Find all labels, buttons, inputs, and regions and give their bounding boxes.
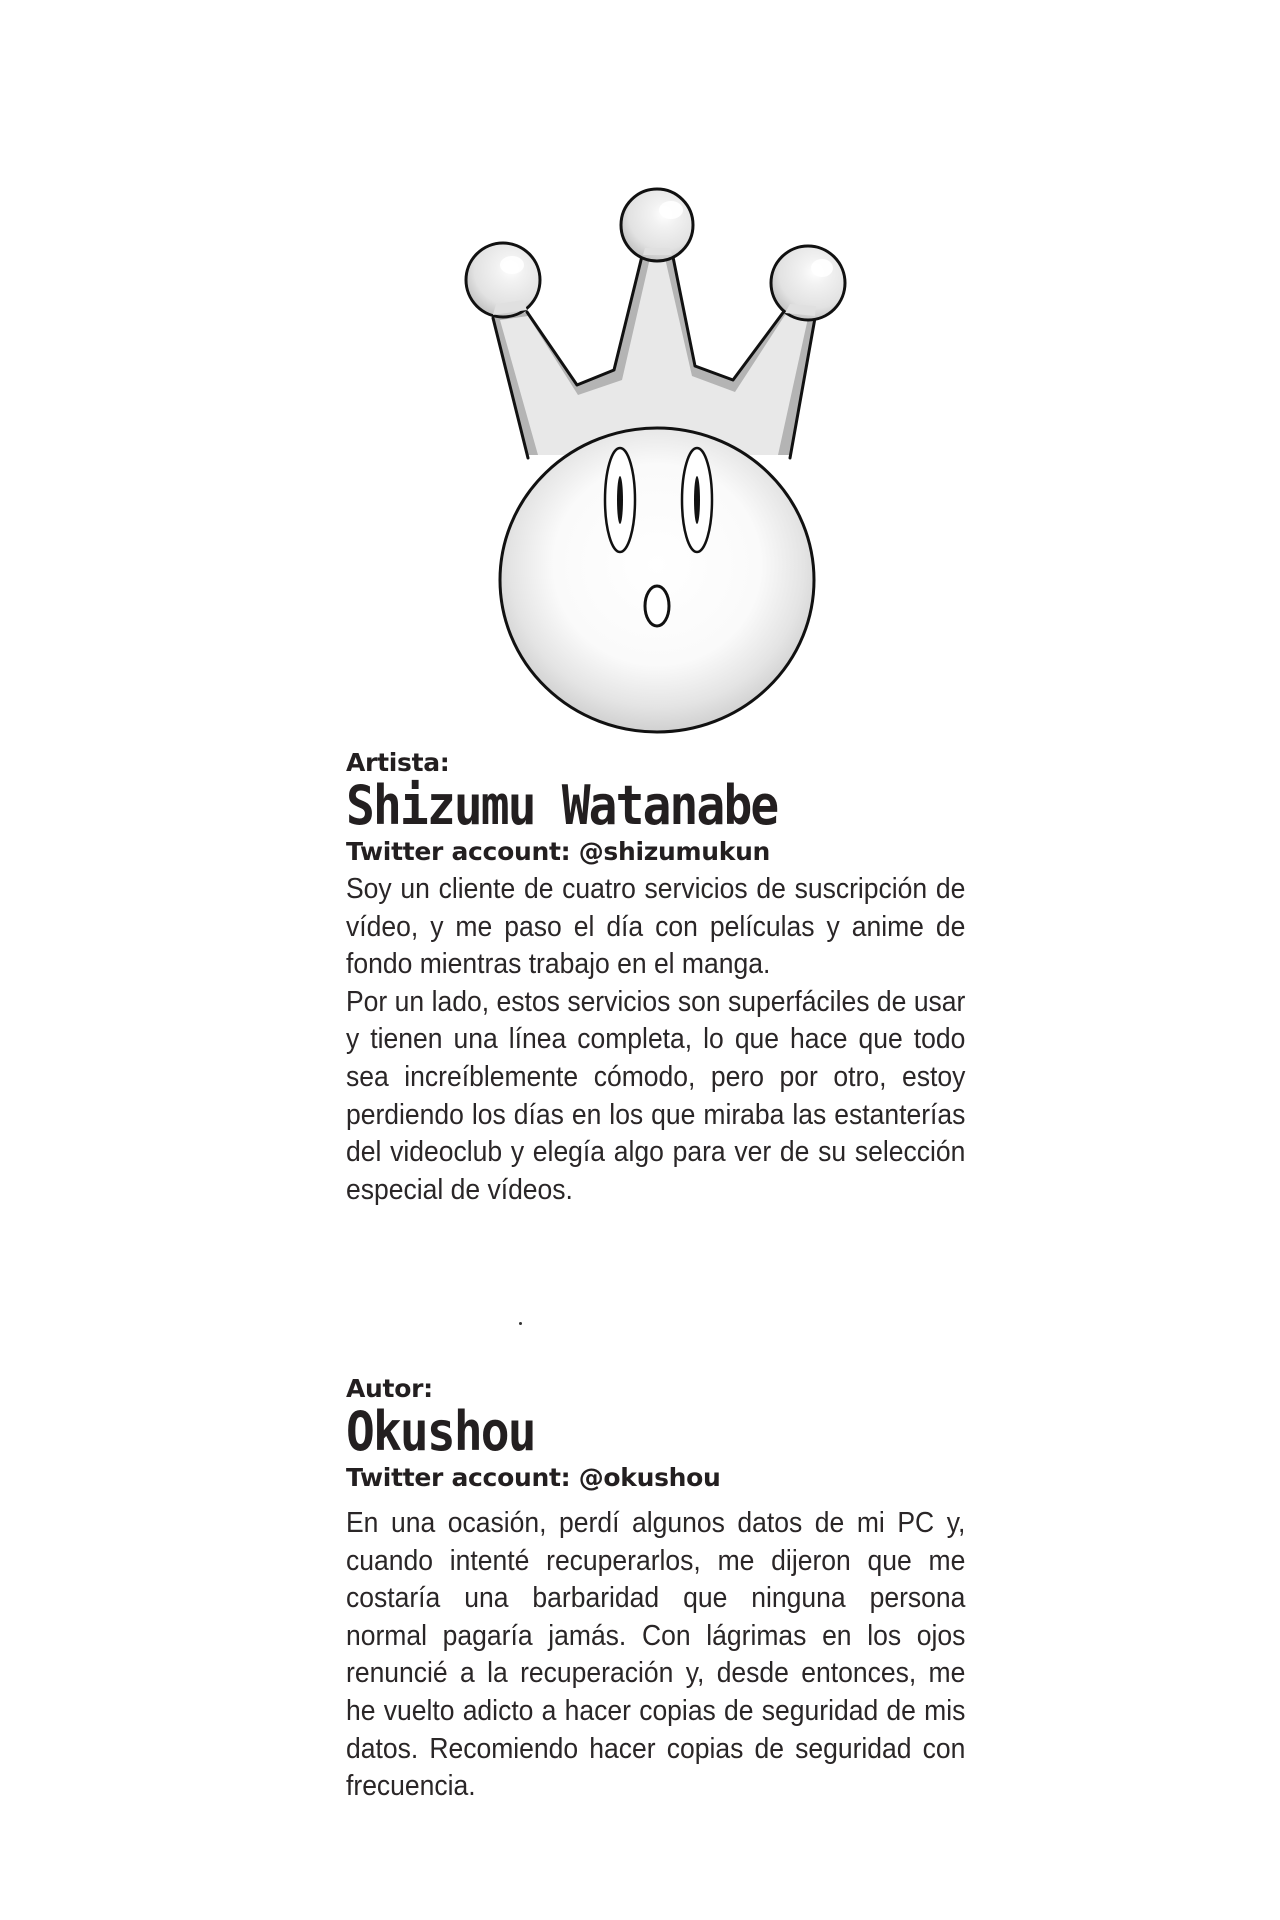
face-icon [500,428,814,732]
artist-twitter-handle: Twitter account: @shizumukun [346,837,771,866]
author-twitter-handle: Twitter account: @okushou [346,1463,721,1492]
stray-dot [519,1322,522,1325]
artist-section [346,748,966,1209]
artist-role-label: Artista: [346,748,450,777]
artist-bio [346,871,965,1209]
author-name: Okushou [346,1400,535,1464]
crown-icon [466,189,845,458]
artist-bio-paragraph: Soy un cliente de cuatro servicios de suscripción de vídeo, y me paso el día con películas y anime de fondo mientras trabajo en el manga. [346,873,966,981]
crown-mascot-icon [460,180,860,740]
author-role-label: Autor: [346,1374,433,1403]
mascot-illustration [460,180,860,740]
author-bio [346,1505,965,1806]
artist-name: Shizumu Watanabe [346,774,778,838]
author-section [346,1374,966,1806]
author-bio-paragraph: En una ocasión, perdí algunos datos de mi PC y, cuando intenté recuperarlos, me dijeron que me costaría una barbaridad que ninguna persona normal pagaría jamás. Con lágrimas en los ojos renuncié a la recuperación y, desde entonces, me he vuelto adicto a hacer copias de seguridad de mis datos. Recomiendo hacer copias de seguridad con frecuencia. [346,1507,966,1803]
artist-bio-paragraph: Por un lado, estos servicios son superfáciles de usar y tienen una línea completa, lo que hace que todo sea increíblemente cómodo, pero por otro, estoy perdiendo los días en los que miraba las estanterías del videoclub y elegía algo para ver de su selección especial de vídeos. [346,985,966,1206]
